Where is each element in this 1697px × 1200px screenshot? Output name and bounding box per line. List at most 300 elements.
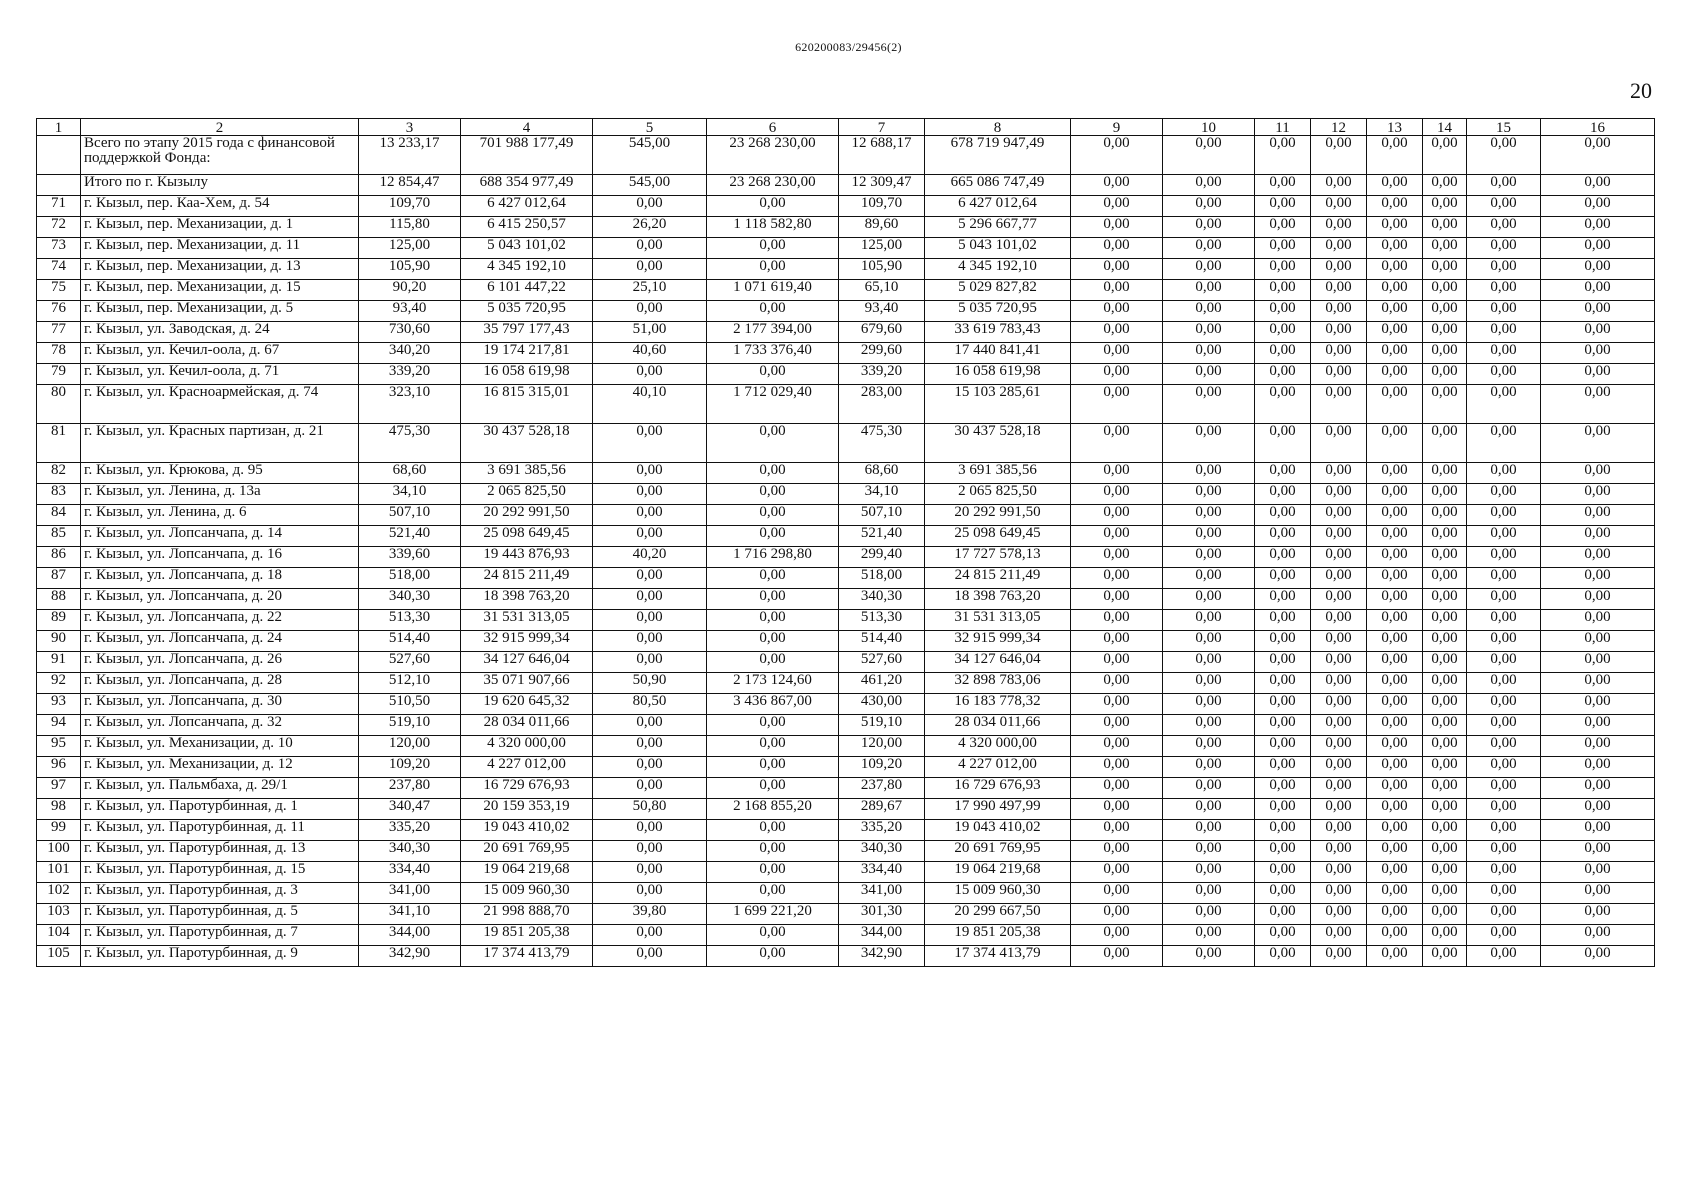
value-cell: 50,90 xyxy=(593,673,707,694)
column-header: 13 xyxy=(1367,119,1423,136)
value-cell: 340,20 xyxy=(359,343,461,364)
value-cell: 0,00 xyxy=(1071,196,1163,217)
value-cell: 0,00 xyxy=(1423,301,1467,322)
value-cell: 0,00 xyxy=(1071,526,1163,547)
address-cell: г. Кызыл, пер. Механизации, д. 13 xyxy=(81,259,359,280)
value-cell: 0,00 xyxy=(1367,238,1423,259)
value-cell: 0,00 xyxy=(1541,568,1655,589)
value-cell: 0,00 xyxy=(1255,694,1311,715)
value-cell: 0,00 xyxy=(1255,757,1311,778)
table-row xyxy=(37,946,1655,967)
value-cell: 89,60 xyxy=(839,217,925,238)
table-row xyxy=(37,883,1655,904)
row-number-cell: 83 xyxy=(37,484,81,505)
value-cell: 0,00 xyxy=(1541,136,1655,175)
value-cell: 0,00 xyxy=(1467,568,1541,589)
value-cell: 20 691 769,95 xyxy=(461,841,593,862)
value-cell: 5 035 720,95 xyxy=(925,301,1071,322)
value-cell: 341,00 xyxy=(839,883,925,904)
table-row xyxy=(37,841,1655,862)
value-cell: 0,00 xyxy=(1163,631,1255,652)
value-cell: 0,00 xyxy=(1541,841,1655,862)
value-cell: 0,00 xyxy=(1255,904,1311,925)
value-cell: 339,20 xyxy=(839,364,925,385)
value-cell: 0,00 xyxy=(1367,196,1423,217)
value-cell: 0,00 xyxy=(1367,280,1423,301)
value-cell: 6 427 012,64 xyxy=(461,196,593,217)
row-number-cell: 71 xyxy=(37,196,81,217)
value-cell: 0,00 xyxy=(1423,259,1467,280)
value-cell: 0,00 xyxy=(1423,673,1467,694)
value-cell: 0,00 xyxy=(593,820,707,841)
column-header: 12 xyxy=(1311,119,1367,136)
value-cell: 0,00 xyxy=(1255,883,1311,904)
value-cell: 23 268 230,00 xyxy=(707,175,839,196)
table-row xyxy=(37,484,1655,505)
value-cell: 0,00 xyxy=(1467,883,1541,904)
column-header: 1 xyxy=(37,119,81,136)
value-cell: 32 915 999,34 xyxy=(461,631,593,652)
value-cell: 93,40 xyxy=(359,301,461,322)
value-cell: 0,00 xyxy=(1255,259,1311,280)
value-cell: 344,00 xyxy=(839,925,925,946)
value-cell: 0,00 xyxy=(1467,259,1541,280)
value-cell: 0,00 xyxy=(1367,862,1423,883)
value-cell: 0,00 xyxy=(1541,820,1655,841)
value-cell: 0,00 xyxy=(1367,610,1423,631)
value-cell: 0,00 xyxy=(1163,757,1255,778)
value-cell: 0,00 xyxy=(1367,631,1423,652)
value-cell: 730,60 xyxy=(359,322,461,343)
row-number-cell: 102 xyxy=(37,883,81,904)
value-cell: 0,00 xyxy=(707,259,839,280)
value-cell: 0,00 xyxy=(1071,778,1163,799)
value-cell: 0,00 xyxy=(1367,364,1423,385)
value-cell: 0,00 xyxy=(1071,175,1163,196)
value-cell: 518,00 xyxy=(839,568,925,589)
value-cell: 0,00 xyxy=(1163,904,1255,925)
value-cell: 0,00 xyxy=(707,610,839,631)
value-cell: 0,00 xyxy=(1071,385,1163,424)
row-number-cell: 85 xyxy=(37,526,81,547)
value-cell: 0,00 xyxy=(1071,799,1163,820)
row-number-cell: 86 xyxy=(37,547,81,568)
value-cell: 4 320 000,00 xyxy=(461,736,593,757)
value-cell: 0,00 xyxy=(1423,778,1467,799)
value-cell: 299,40 xyxy=(839,547,925,568)
value-cell: 519,10 xyxy=(839,715,925,736)
value-cell: 0,00 xyxy=(593,841,707,862)
value-cell: 0,00 xyxy=(1071,238,1163,259)
value-cell: 0,00 xyxy=(1255,217,1311,238)
value-cell: 0,00 xyxy=(707,364,839,385)
value-cell: 0,00 xyxy=(1367,694,1423,715)
value-cell: 0,00 xyxy=(1367,946,1423,967)
row-number-cell xyxy=(37,136,81,175)
value-cell: 0,00 xyxy=(593,196,707,217)
value-cell: 507,10 xyxy=(839,505,925,526)
value-cell: 0,00 xyxy=(1467,364,1541,385)
value-cell: 21 998 888,70 xyxy=(461,904,593,925)
column-header: 15 xyxy=(1467,119,1541,136)
value-cell: 25,10 xyxy=(593,280,707,301)
table-row xyxy=(37,757,1655,778)
value-cell: 0,00 xyxy=(707,736,839,757)
column-header: 2 xyxy=(81,119,359,136)
value-cell: 18 398 763,20 xyxy=(461,589,593,610)
value-cell: 0,00 xyxy=(1163,778,1255,799)
table-row xyxy=(37,364,1655,385)
value-cell: 0,00 xyxy=(1541,484,1655,505)
value-cell: 0,00 xyxy=(1311,364,1367,385)
address-cell: г. Кызыл, ул. Красноармейская, д. 74 xyxy=(81,385,359,424)
value-cell: 0,00 xyxy=(1467,652,1541,673)
value-cell: 0,00 xyxy=(1467,238,1541,259)
value-cell: 0,00 xyxy=(1423,757,1467,778)
column-header: 7 xyxy=(839,119,925,136)
value-cell: 0,00 xyxy=(1541,463,1655,484)
value-cell: 0,00 xyxy=(1541,631,1655,652)
address-cell: г. Кызыл, ул. Лопсанчапа, д. 30 xyxy=(81,694,359,715)
address-cell: г. Кызыл, пер. Механизации, д. 11 xyxy=(81,238,359,259)
value-cell: 507,10 xyxy=(359,505,461,526)
value-cell: 0,00 xyxy=(1467,547,1541,568)
value-cell: 19 851 205,38 xyxy=(925,925,1071,946)
value-cell: 0,00 xyxy=(1541,322,1655,343)
row-number-cell: 101 xyxy=(37,862,81,883)
value-cell: 0,00 xyxy=(1255,736,1311,757)
value-cell: 19 064 219,68 xyxy=(461,862,593,883)
value-cell: 20 292 991,50 xyxy=(461,505,593,526)
value-cell: 0,00 xyxy=(1311,463,1367,484)
row-number-cell: 74 xyxy=(37,259,81,280)
value-cell: 335,20 xyxy=(839,820,925,841)
table-row xyxy=(37,652,1655,673)
address-cell: г. Кызыл, ул. Лопсанчапа, д. 14 xyxy=(81,526,359,547)
value-cell: 0,00 xyxy=(1541,547,1655,568)
value-cell: 40,10 xyxy=(593,385,707,424)
value-cell: 0,00 xyxy=(1311,946,1367,967)
value-cell: 665 086 747,49 xyxy=(925,175,1071,196)
value-cell: 19 043 410,02 xyxy=(461,820,593,841)
value-cell: 17 374 413,79 xyxy=(925,946,1071,967)
value-cell: 0,00 xyxy=(1541,736,1655,757)
row-number-cell: 93 xyxy=(37,694,81,715)
value-cell: 0,00 xyxy=(1311,568,1367,589)
value-cell: 0,00 xyxy=(1311,343,1367,364)
value-cell: 0,00 xyxy=(1423,424,1467,463)
value-cell: 25 098 649,45 xyxy=(461,526,593,547)
value-cell: 335,20 xyxy=(359,820,461,841)
value-cell: 0,00 xyxy=(1467,799,1541,820)
value-cell: 4 320 000,00 xyxy=(925,736,1071,757)
value-cell: 0,00 xyxy=(1423,484,1467,505)
value-cell: 510,50 xyxy=(359,694,461,715)
value-cell: 0,00 xyxy=(1311,694,1367,715)
value-cell: 0,00 xyxy=(707,757,839,778)
value-cell: 0,00 xyxy=(1423,883,1467,904)
value-cell: 0,00 xyxy=(1071,217,1163,238)
value-cell: 0,00 xyxy=(707,526,839,547)
value-cell: 0,00 xyxy=(593,568,707,589)
address-cell: г. Кызыл, ул. Кечил-оола, д. 71 xyxy=(81,364,359,385)
value-cell: 16 183 778,32 xyxy=(925,694,1071,715)
value-cell: 0,00 xyxy=(1255,175,1311,196)
value-cell: 17 440 841,41 xyxy=(925,343,1071,364)
value-cell: 0,00 xyxy=(1163,841,1255,862)
value-cell: 17 990 497,99 xyxy=(925,799,1071,820)
value-cell: 125,00 xyxy=(359,238,461,259)
column-header: 10 xyxy=(1163,119,1255,136)
column-header: 8 xyxy=(925,119,1071,136)
value-cell: 0,00 xyxy=(1367,715,1423,736)
value-cell: 0,00 xyxy=(707,925,839,946)
value-cell: 0,00 xyxy=(1163,946,1255,967)
table-row xyxy=(37,799,1655,820)
value-cell: 0,00 xyxy=(1255,484,1311,505)
value-cell: 109,20 xyxy=(839,757,925,778)
value-cell: 120,00 xyxy=(839,736,925,757)
value-cell: 65,10 xyxy=(839,280,925,301)
value-cell: 0,00 xyxy=(1255,322,1311,343)
value-cell: 0,00 xyxy=(1367,673,1423,694)
value-cell: 342,90 xyxy=(839,946,925,967)
table-row xyxy=(37,301,1655,322)
row-number-cell: 94 xyxy=(37,715,81,736)
value-cell: 0,00 xyxy=(707,301,839,322)
address-cell: г. Кызыл, ул. Крюкова, д. 95 xyxy=(81,463,359,484)
row-number-cell: 73 xyxy=(37,238,81,259)
value-cell: 340,30 xyxy=(359,589,461,610)
value-cell: 475,30 xyxy=(839,424,925,463)
value-cell: 0,00 xyxy=(1255,301,1311,322)
row-number-cell: 90 xyxy=(37,631,81,652)
table-row xyxy=(37,385,1655,424)
value-cell: 0,00 xyxy=(1311,715,1367,736)
table-row xyxy=(37,547,1655,568)
value-cell: 0,00 xyxy=(593,238,707,259)
value-cell: 17 727 578,13 xyxy=(925,547,1071,568)
value-cell: 0,00 xyxy=(1311,301,1367,322)
value-cell: 0,00 xyxy=(593,736,707,757)
value-cell: 0,00 xyxy=(1423,343,1467,364)
value-cell: 12 309,47 xyxy=(839,175,925,196)
address-cell: Всего по этапу 2015 года с финансовой поддержкой Фонда: xyxy=(81,136,359,175)
value-cell: 0,00 xyxy=(1423,694,1467,715)
value-cell: 0,00 xyxy=(1311,904,1367,925)
value-cell: 0,00 xyxy=(593,526,707,547)
row-number-cell: 95 xyxy=(37,736,81,757)
value-cell: 0,00 xyxy=(1071,301,1163,322)
value-cell: 0,00 xyxy=(593,757,707,778)
value-cell: 0,00 xyxy=(1467,841,1541,862)
value-cell: 0,00 xyxy=(1367,841,1423,862)
value-cell: 0,00 xyxy=(1071,136,1163,175)
value-cell: 6 427 012,64 xyxy=(925,196,1071,217)
value-cell: 5 043 101,02 xyxy=(925,238,1071,259)
value-cell: 0,00 xyxy=(1163,322,1255,343)
row-number-cell: 88 xyxy=(37,589,81,610)
value-cell: 3 691 385,56 xyxy=(925,463,1071,484)
value-cell: 2 173 124,60 xyxy=(707,673,839,694)
value-cell: 0,00 xyxy=(1541,778,1655,799)
value-cell: 18 398 763,20 xyxy=(925,589,1071,610)
value-cell: 0,00 xyxy=(1467,280,1541,301)
value-cell: 17 374 413,79 xyxy=(461,946,593,967)
value-cell: 521,40 xyxy=(359,526,461,547)
value-cell: 0,00 xyxy=(707,820,839,841)
address-cell: г. Кызыл, ул. Паротурбинная, д. 7 xyxy=(81,925,359,946)
value-cell: 5 029 827,82 xyxy=(925,280,1071,301)
value-cell: 0,00 xyxy=(707,631,839,652)
row-number-cell: 96 xyxy=(37,757,81,778)
value-cell: 0,00 xyxy=(1163,862,1255,883)
row-number-cell xyxy=(37,175,81,196)
value-cell: 339,20 xyxy=(359,364,461,385)
value-cell: 0,00 xyxy=(1467,463,1541,484)
value-cell: 0,00 xyxy=(1467,757,1541,778)
value-cell: 0,00 xyxy=(1423,841,1467,862)
value-cell: 0,00 xyxy=(1467,196,1541,217)
address-cell: г. Кызыл, ул. Паротурбинная, д. 15 xyxy=(81,862,359,883)
value-cell: 0,00 xyxy=(1163,175,1255,196)
table-row xyxy=(37,238,1655,259)
value-cell: 16 729 676,93 xyxy=(925,778,1071,799)
value-cell: 0,00 xyxy=(593,589,707,610)
value-cell: 0,00 xyxy=(1541,694,1655,715)
value-cell: 0,00 xyxy=(1467,589,1541,610)
value-cell: 0,00 xyxy=(1311,280,1367,301)
table-row xyxy=(37,673,1655,694)
value-cell: 0,00 xyxy=(1423,385,1467,424)
value-cell: 0,00 xyxy=(1311,238,1367,259)
value-cell: 0,00 xyxy=(1423,652,1467,673)
value-cell: 0,00 xyxy=(1311,484,1367,505)
value-cell: 0,00 xyxy=(1423,196,1467,217)
address-cell: г. Кызыл, ул. Паротурбинная, д. 13 xyxy=(81,841,359,862)
row-number-cell: 91 xyxy=(37,652,81,673)
value-cell: 340,30 xyxy=(359,841,461,862)
value-cell: 0,00 xyxy=(1541,259,1655,280)
row-number-cell: 79 xyxy=(37,364,81,385)
column-header: 11 xyxy=(1255,119,1311,136)
value-cell: 0,00 xyxy=(1311,652,1367,673)
value-cell: 0,00 xyxy=(1423,547,1467,568)
value-cell: 519,10 xyxy=(359,715,461,736)
value-cell: 23 268 230,00 xyxy=(707,136,839,175)
value-cell: 0,00 xyxy=(1071,364,1163,385)
value-cell: 125,00 xyxy=(839,238,925,259)
value-cell: 0,00 xyxy=(707,505,839,526)
value-cell: 0,00 xyxy=(1163,196,1255,217)
value-cell: 0,00 xyxy=(1163,484,1255,505)
value-cell: 0,00 xyxy=(1163,217,1255,238)
value-cell: 4 345 192,10 xyxy=(925,259,1071,280)
value-cell: 16 729 676,93 xyxy=(461,778,593,799)
value-cell: 15 103 285,61 xyxy=(925,385,1071,424)
value-cell: 0,00 xyxy=(707,652,839,673)
value-cell: 19 851 205,38 xyxy=(461,925,593,946)
row-number-cell: 89 xyxy=(37,610,81,631)
value-cell: 0,00 xyxy=(1255,505,1311,526)
table-row xyxy=(37,736,1655,757)
value-cell: 19 064 219,68 xyxy=(925,862,1071,883)
value-cell: 0,00 xyxy=(593,610,707,631)
value-cell: 2 065 825,50 xyxy=(925,484,1071,505)
value-cell: 0,00 xyxy=(1311,175,1367,196)
value-cell: 0,00 xyxy=(1255,424,1311,463)
value-cell: 0,00 xyxy=(1541,364,1655,385)
value-cell: 0,00 xyxy=(1311,610,1367,631)
value-cell: 0,00 xyxy=(1163,883,1255,904)
column-header: 5 xyxy=(593,119,707,136)
value-cell: 19 043 410,02 xyxy=(925,820,1071,841)
value-cell: 0,00 xyxy=(1071,589,1163,610)
value-cell: 0,00 xyxy=(707,862,839,883)
value-cell: 0,00 xyxy=(1423,946,1467,967)
value-cell: 0,00 xyxy=(1255,925,1311,946)
value-cell: 340,47 xyxy=(359,799,461,820)
value-cell: 0,00 xyxy=(1467,862,1541,883)
value-cell: 0,00 xyxy=(1311,136,1367,175)
table-row xyxy=(37,322,1655,343)
value-cell: 0,00 xyxy=(1541,715,1655,736)
value-cell: 0,00 xyxy=(707,238,839,259)
value-cell: 1 716 298,80 xyxy=(707,547,839,568)
value-cell: 31 531 313,05 xyxy=(925,610,1071,631)
value-cell: 19 174 217,81 xyxy=(461,343,593,364)
value-cell: 0,00 xyxy=(1311,424,1367,463)
row-number-cell: 100 xyxy=(37,841,81,862)
address-cell: г. Кызыл, ул. Паротурбинная, д. 3 xyxy=(81,883,359,904)
register-table xyxy=(36,118,1655,967)
value-cell: 0,00 xyxy=(1311,322,1367,343)
row-number-cell: 97 xyxy=(37,778,81,799)
value-cell: 475,30 xyxy=(359,424,461,463)
value-cell: 90,20 xyxy=(359,280,461,301)
value-cell: 5 035 720,95 xyxy=(461,301,593,322)
value-cell: 6 415 250,57 xyxy=(461,217,593,238)
table-row xyxy=(37,925,1655,946)
value-cell: 0,00 xyxy=(1255,610,1311,631)
value-cell: 0,00 xyxy=(1467,385,1541,424)
value-cell: 0,00 xyxy=(1467,673,1541,694)
address-cell: г. Кызыл, ул. Паротурбинная, д. 9 xyxy=(81,946,359,967)
value-cell: 4 345 192,10 xyxy=(461,259,593,280)
value-cell: 0,00 xyxy=(1071,883,1163,904)
value-cell: 0,00 xyxy=(1467,526,1541,547)
value-cell: 20 691 769,95 xyxy=(925,841,1071,862)
value-cell: 0,00 xyxy=(1311,526,1367,547)
value-cell: 40,60 xyxy=(593,343,707,364)
value-cell: 334,40 xyxy=(359,862,461,883)
value-cell: 0,00 xyxy=(707,424,839,463)
value-cell: 34 127 646,04 xyxy=(461,652,593,673)
address-cell: г. Кызыл, ул. Лопсанчапа, д. 18 xyxy=(81,568,359,589)
value-cell: 299,60 xyxy=(839,343,925,364)
value-cell: 20 292 991,50 xyxy=(925,505,1071,526)
value-cell: 0,00 xyxy=(1311,385,1367,424)
value-cell: 0,00 xyxy=(1163,652,1255,673)
address-cell: г. Кызыл, ул. Лопсанчапа, д. 24 xyxy=(81,631,359,652)
value-cell: 0,00 xyxy=(1255,364,1311,385)
value-cell: 0,00 xyxy=(1311,820,1367,841)
value-cell: 0,00 xyxy=(1423,925,1467,946)
value-cell: 0,00 xyxy=(1071,652,1163,673)
table-body xyxy=(37,136,1655,967)
value-cell: 0,00 xyxy=(1163,673,1255,694)
value-cell: 24 815 211,49 xyxy=(461,568,593,589)
